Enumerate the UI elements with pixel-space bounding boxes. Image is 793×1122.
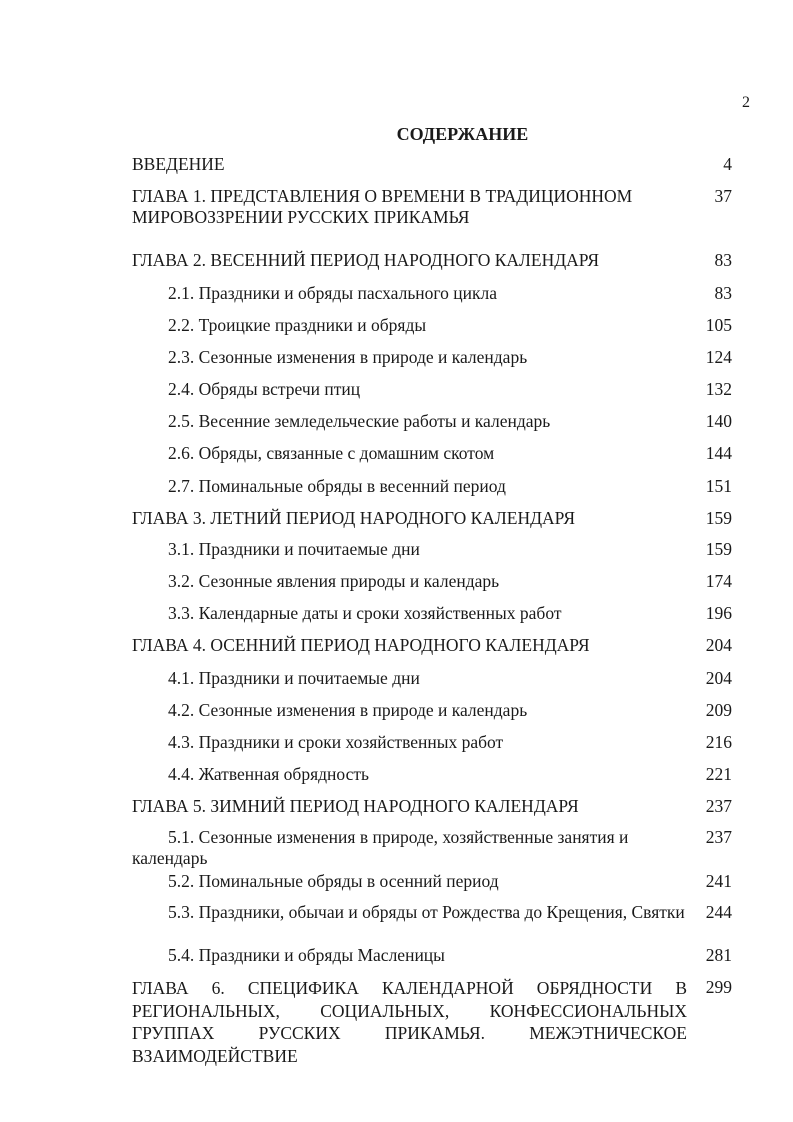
toc-entry-text: ГЛАВА 6. СПЕЦИФИКА КАЛЕНДАРНОЙ ОБРЯДНОСТИ В РЕГИОНАЛЬНЫХ, СОЦИАЛЬНЫХ, КОНФЕССИОНАЛЬНЫХ ГРУППАХ РУССКИХ ПРИКАМЬЯ. МЕЖЭТНИЧЕСКОЕ ВЗАИМОДЕЙСТВИЕ [132, 978, 687, 1066]
toc-entry-text: 5.2. Поминальные обряды в осенний период [168, 871, 499, 891]
toc-entry-page: 140 [705, 411, 732, 431]
toc-entry-text: ГЛАВА 5. ЗИМНИЙ ПЕРИОД НАРОДНОГО КАЛЕНДАРЯ [132, 796, 579, 816]
toc-entry-text: 2.3. Сезонные изменения в природе и календарь [168, 347, 528, 367]
toc-entry-text: ГЛАВА 3. ЛЕТНИЙ ПЕРИОД НАРОДНОГО КАЛЕНДАРЯ [132, 508, 575, 528]
toc-entry-page: 83 [714, 250, 732, 270]
toc-entry-text: 4.4. Жатвенная обрядность [168, 764, 369, 784]
toc-entry-page: 204 [705, 635, 732, 655]
toc-entry-text: 3.2. Сезонные явления природы и календарь [168, 571, 500, 591]
toc-entry-text: ГЛАВА 2. ВЕСЕННИЙ ПЕРИОД НАРОДНОГО КАЛЕНДАРЯ [132, 250, 600, 270]
toc-entry-text: 3.3. Календарные даты и сроки хозяйственных работ [168, 603, 562, 623]
toc-entry-text: 5.3. Праздники, обычаи и обряды от Рождества до Крещения, Святки [168, 902, 685, 922]
toc-entry-text: 2.4. Обряды встречи птиц [168, 379, 361, 399]
toc-entry-text: 2.1. Праздники и обряды пасхального цикла [168, 283, 498, 303]
toc-entry-text: 2.5. Весенние земледельческие работы и календарь [168, 411, 551, 431]
toc-entry-page: 174 [705, 571, 732, 591]
toc-entry-text: 4.1. Праздники и почитаемые дни [168, 668, 420, 688]
toc-entry-page: 159 [705, 508, 732, 528]
toc-entry-page: 159 [705, 539, 732, 559]
toc-entry-page: 105 [705, 315, 732, 335]
page-number: 2 [742, 94, 750, 111]
toc-entry-page: 216 [705, 732, 732, 752]
toc-entry-page: 144 [705, 443, 732, 463]
toc-entry-page: 83 [714, 283, 732, 303]
toc-entry-page: 4 [723, 154, 732, 174]
toc-entry-text: 4.2. Сезонные изменения в природе и календарь [168, 700, 528, 720]
toc-entry-page: 241 [705, 871, 732, 891]
toc-entry-text: ВВЕДЕНИЕ [132, 154, 225, 174]
toc-entry-page: 221 [705, 764, 732, 784]
toc-entry-page: 237 [705, 827, 732, 847]
toc-entry-text: 3.1. Праздники и почитаемые дни [168, 539, 420, 559]
toc-entry-text: 2.2. Троицкие праздники и обряды [168, 315, 427, 335]
toc-entry-page: 209 [705, 700, 732, 720]
toc-entry-page: 37 [714, 186, 732, 206]
toc-entry-text: ГЛАВА 4. ОСЕННИЙ ПЕРИОД НАРОДНОГО КАЛЕНДАРЯ [132, 635, 590, 655]
toc-entry-text: 2.6. Обряды, связанные с домашним скотом [168, 443, 495, 463]
toc-entry-text: 2.7. Поминальные обряды в весенний период [168, 476, 506, 496]
toc-entry-text: 5.1. Сезонные изменения в природе, хозяйственные занятия и календарь [132, 827, 629, 868]
toc-entry-page: 281 [705, 945, 732, 965]
toc-entry-page: 132 [705, 379, 732, 399]
toc-entry-page: 196 [705, 603, 732, 623]
page-title: СОДЕРЖАНИЕ [396, 124, 529, 144]
toc-entry-page: 237 [705, 796, 732, 816]
toc-entry-page: 204 [705, 668, 732, 688]
toc-entry-text: ГЛАВА 1. ПРЕДСТАВЛЕНИЯ О ВРЕМЕНИ В ТРАДИЦИОННОМ МИРОВОЗЗРЕНИИ РУССКИХ ПРИКАМЬЯ [132, 186, 633, 227]
toc-entry-page: 124 [705, 347, 732, 367]
toc-entry-page: 299 [705, 977, 732, 997]
toc-entry-text: 4.3. Праздники и сроки хозяйственных работ [168, 732, 504, 752]
toc-entry-page: 151 [705, 476, 732, 496]
toc-entry-text: 5.4. Праздники и обряды Масленицы [168, 945, 445, 965]
toc-entry-page: 244 [705, 902, 732, 922]
